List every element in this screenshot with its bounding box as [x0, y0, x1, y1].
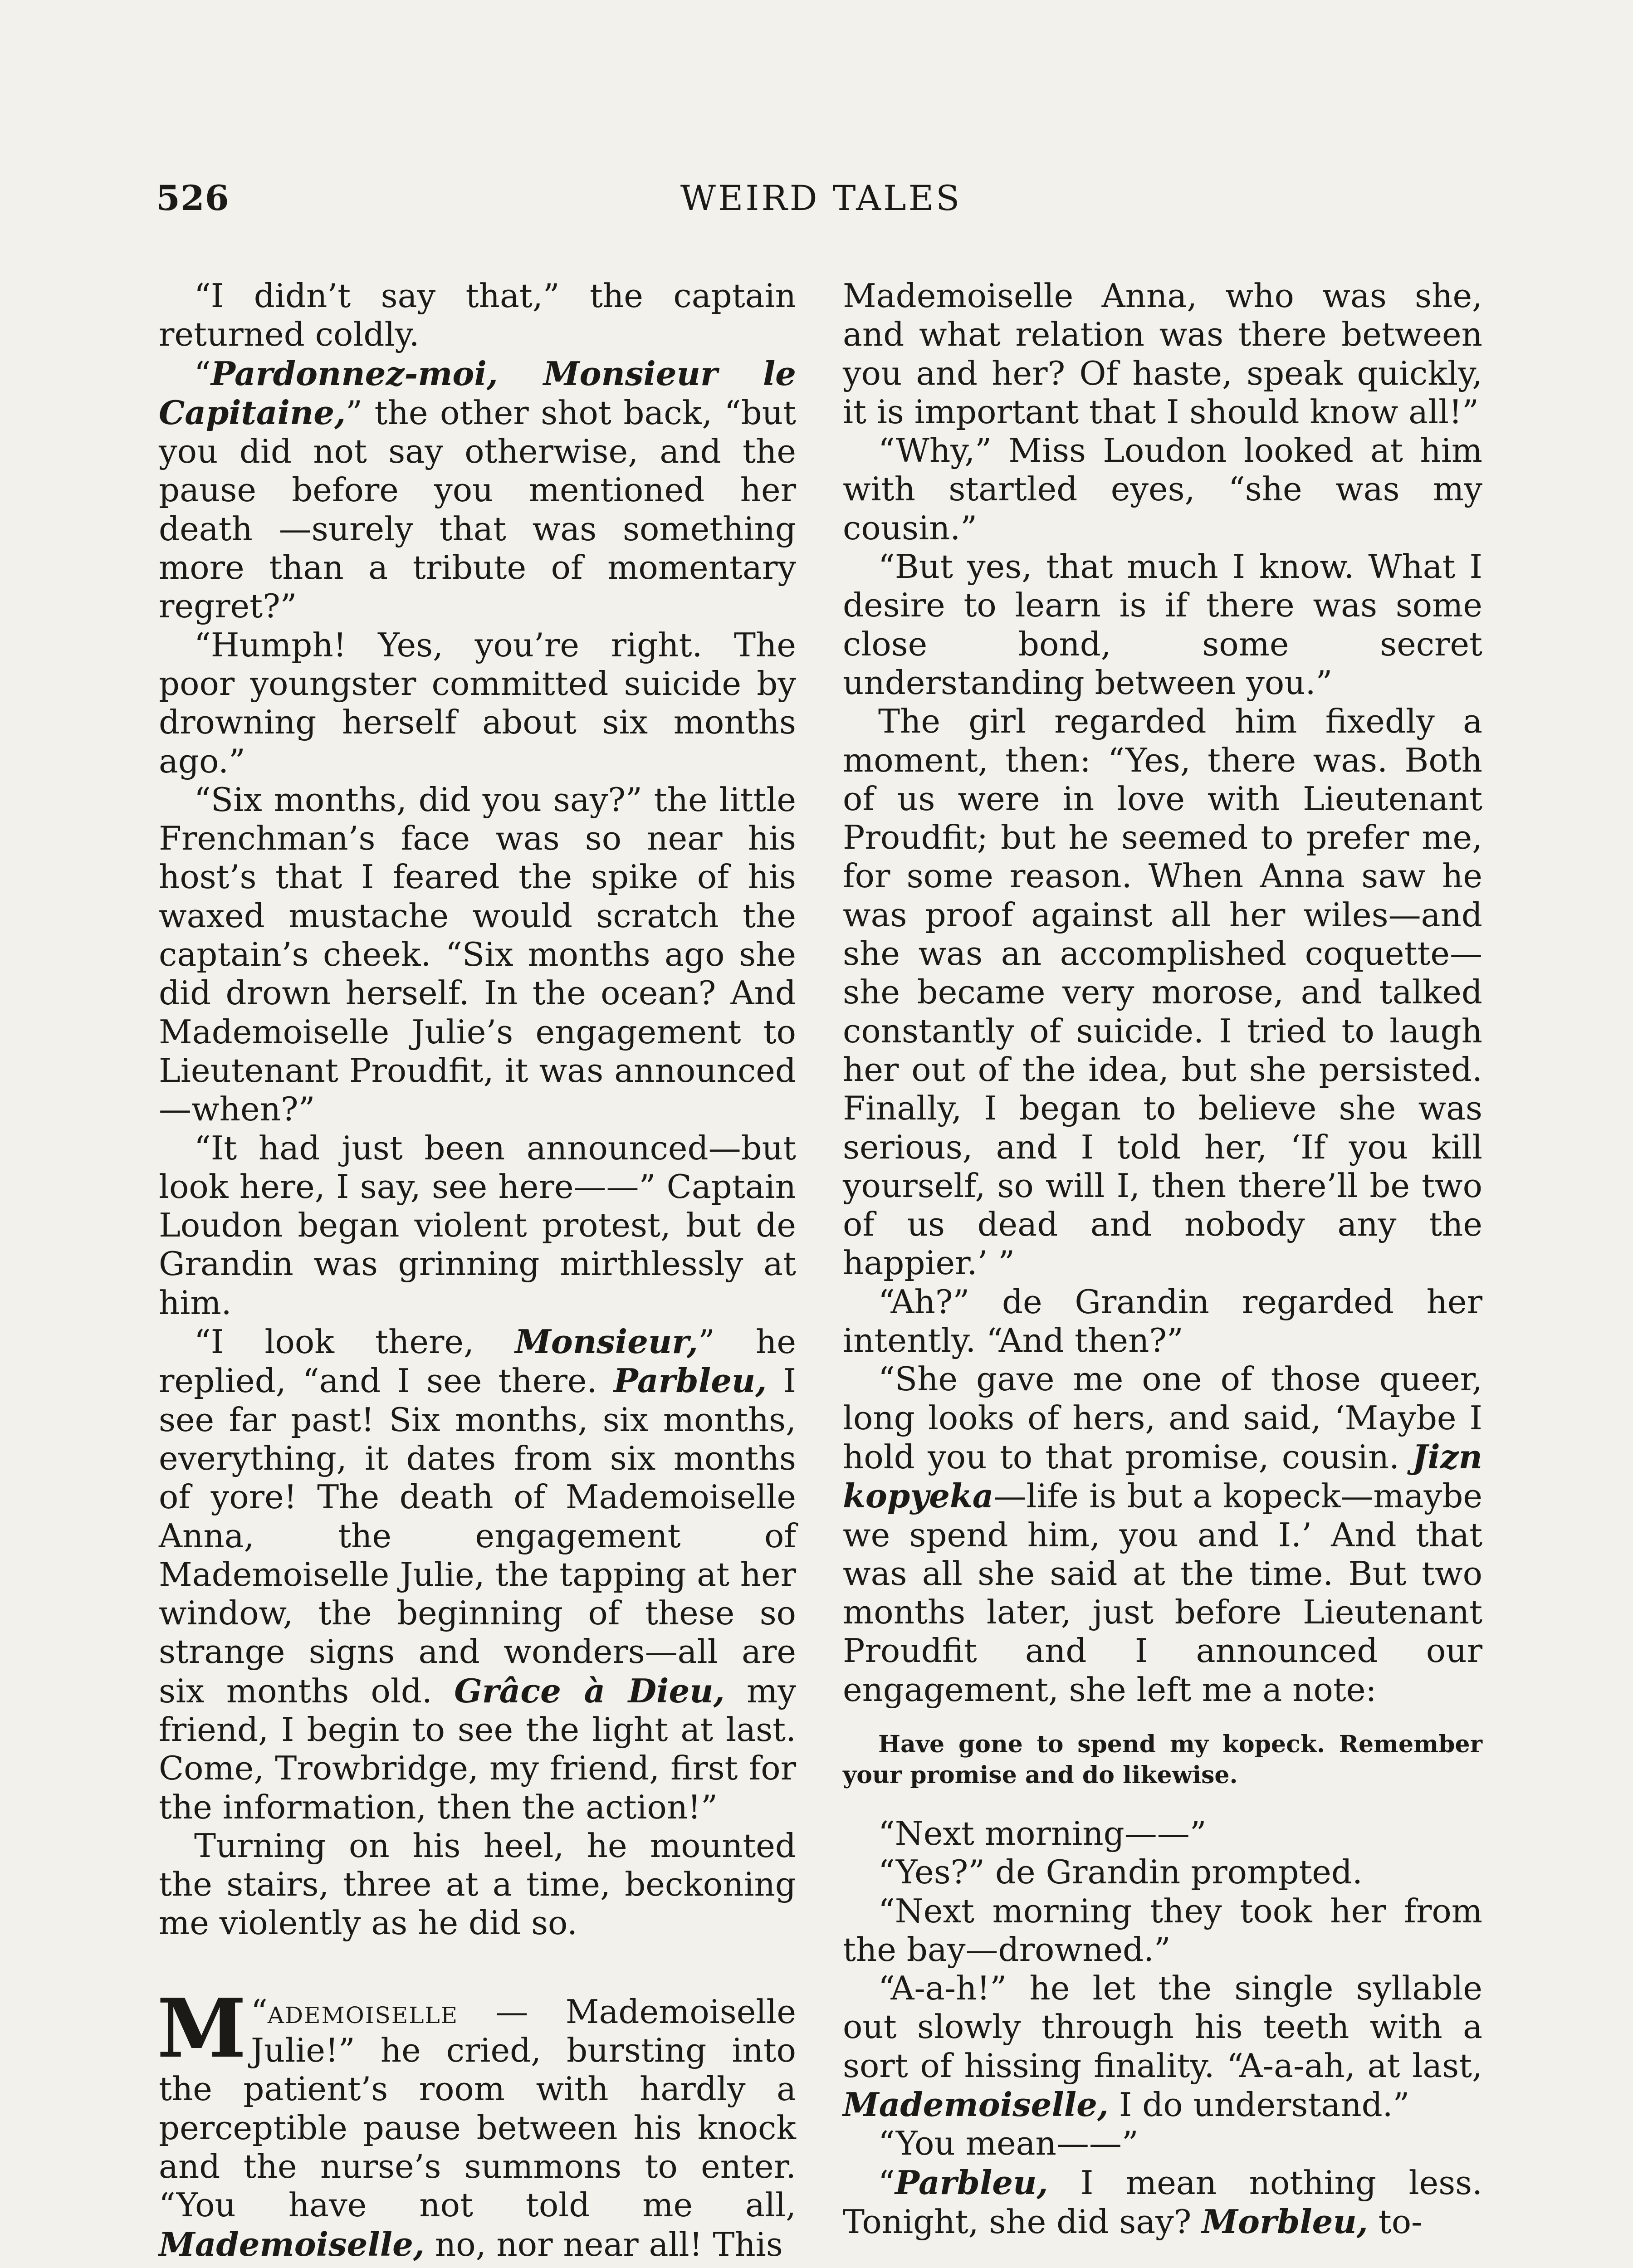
paragraph: Turning on his heel, he mounted the stairs, three at a time, beckoning me violently as he did so.	[159, 1826, 796, 1942]
paragraph: “Humph! Yes, you’re right. The poor youngster committed suicide by drowning herself about six months ago.”	[159, 626, 796, 780]
paragraph: “She gave me one of those queer, long looks of hers, and said, ‘Maybe I hold you to that promise, cousin. Jizn kopyeka—life is but a kopeck—maybe we spend him, you and I.’ And that was all she said at the time. But two months later, just before Lieutenant Proudfit and I announced our engagement, she left me a note:	[843, 1360, 1482, 1709]
paragraph: “Why,” Miss Loudon looked at him with startled eyes, “she was my cousin.”	[843, 431, 1482, 547]
paragraph: “But yes, that much I know. What I desire to learn is if there was some close bond, some secret understanding between you.”	[843, 547, 1482, 702]
paragraph-text: — Mademoiselle Julie!” he cried, bursting into the patient’s room with hardly a perceptible pause between his knock and the nurse’s summons to enter. “You have not told me all, Mademoiselle, no, nor near all! This	[159, 1992, 796, 2263]
paragraph: “You mean——”	[878, 2124, 1139, 2163]
paragraph: “Next morning——”	[878, 1814, 1207, 1853]
paragraph: “A-a-h!” he let the single syllable out slowly through his teeth with a sort of hissing finality. “A-a-ah, at last, Mademoiselle, I do understand.”	[843, 1969, 1482, 2124]
page-number: 526	[156, 178, 230, 218]
paragraph: “I look there, Monsieur,” he replied, “and I see there. Parbleu, I see far past! Six months, six months, everything, it dates from six months of yore! The death of Mademoiselle Anna, the engagement of Mademoiselle Julie, the tapping at her window, the beginning of these so strange signs and wonders—all are six months old. Grâce à Dieu, my friend, I begin to see the light at last. Come, Trowbridge, my friend, first for the information, then the action!”	[159, 1322, 797, 1826]
page-header	[156, 178, 1486, 228]
paragraph: Mademoiselle Anna, who was she, and what relation was there between you and her? Of haste, speak quickly, it is important that I should know all!”	[843, 277, 1482, 431]
paragraph: “Parbleu, I mean nothing less. Tonight, she did say? Morbleu, to-	[843, 2163, 1482, 2241]
paragraph: “Six months, did you say?” the little Frenchman’s face was so near his host’s that I feared the spike of his waxed mustache would scratch the captain’s cheek. “Six months ago she did drown herself. In the ocean? And Mademoiselle Julie’s engagement to Lieutenant Proudfit, it was announced—when?”	[159, 780, 796, 1129]
dropcap-paragraph	[157, 1980, 796, 2264]
paragraph: “Pardonnez-moi, Monsieur le Capitaine,” the other shot back, “but you did not say otherwise, and the pause before you mentioned her death —surely that was something more than a tribute of momentary regret?”	[159, 354, 796, 626]
drop-cap-letter: M	[157, 1980, 247, 2076]
small-caps-word: ademoiselle	[267, 1992, 459, 2031]
opening-quote: “	[251, 1992, 268, 2031]
paragraph: “It had just been announced—but look here, I say, see here——” Captain Loudon began violent protest, but de Grandin was grinning mirthlessly at him.	[159, 1129, 796, 1322]
paragraph: The girl regarded him fixedly a moment, then: “Yes, there was. Both of us were in love with Lieutenant Proudfit; but he seemed to prefer me, for some reason. When Anna saw he was proof against all her wiles—and she was an accomplished coquette—she became very morose, and talked constantly of suicide. I tried to laugh her out of the idea, but she persisted. Finally, I began to believe she was serious, and I told her, ‘If you kill yourself, so will I, then there’ll be two of us dead and nobody any the happier.’ ”	[843, 702, 1482, 1282]
quoted-note: Have gone to spend my kopeck. Remember your promise and do likewise.	[843, 1730, 1482, 1789]
paragraph: “Ah?” de Grandin regarded her intently. “And then?”	[843, 1282, 1482, 1360]
running-title: WEIRD TALES	[680, 178, 962, 218]
paragraph: “Yes?” de Grandin prompted.	[878, 1853, 1363, 1892]
paragraph: “I didn’t say that,” the captain returned coldly.	[159, 277, 796, 354]
paragraph: “Next morning they took her from the bay—drowned.”	[843, 1892, 1482, 1969]
left-column	[159, 277, 796, 2264]
right-column	[843, 277, 1482, 2241]
